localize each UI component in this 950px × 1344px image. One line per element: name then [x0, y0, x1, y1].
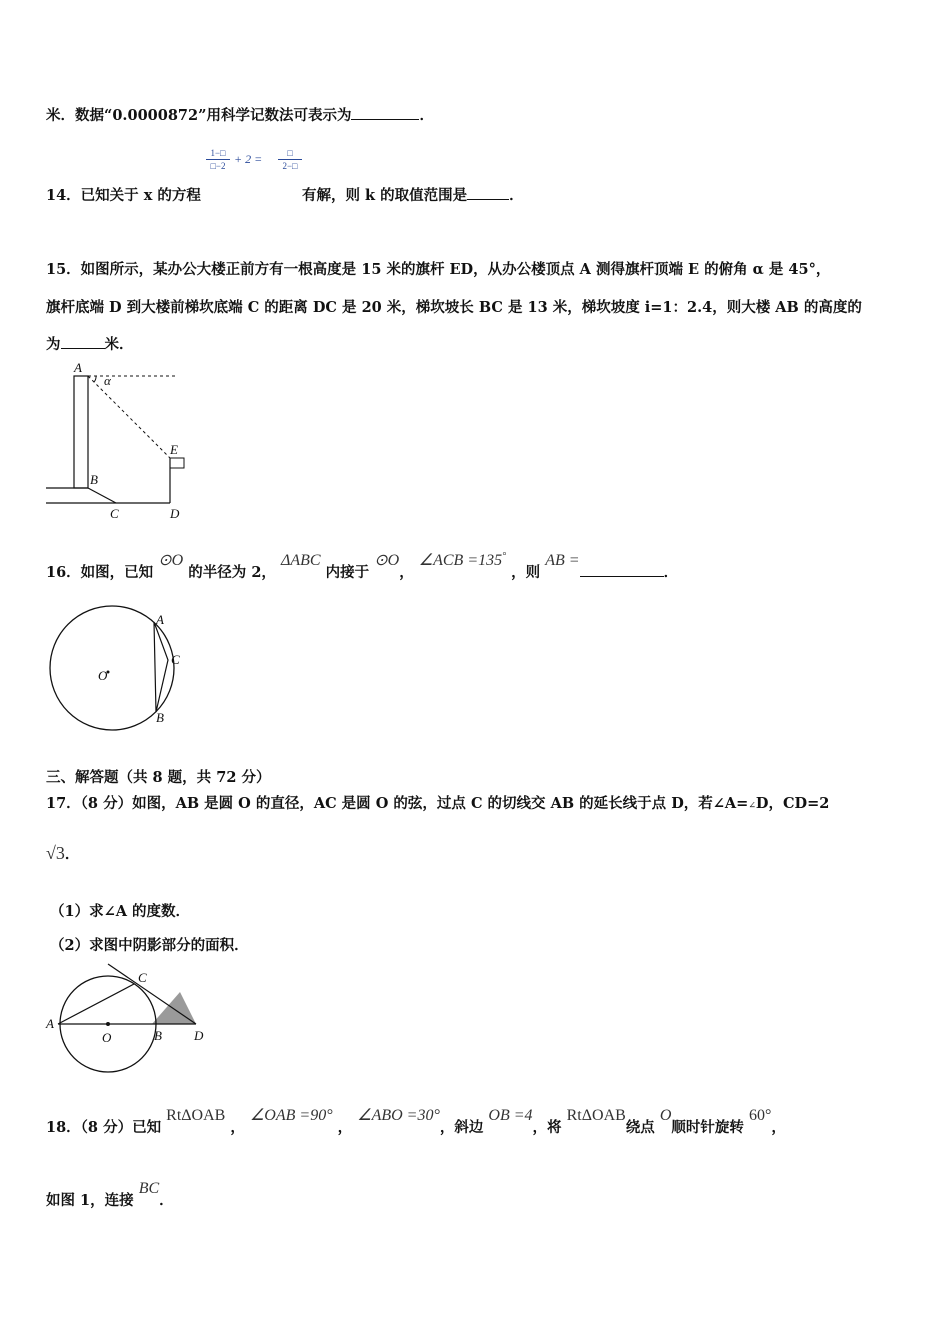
sightline-dashed [88, 376, 170, 458]
q14-line [46, 148, 524, 205]
label-D: D [194, 1028, 204, 1043]
q18-ob: OB =4 [488, 1107, 533, 1124]
q16-answer-blank [580, 562, 664, 577]
q14-frac1-den: □−2 [210, 161, 226, 171]
label-C: C [138, 970, 147, 985]
q16-text-b: 的半径为 2， [188, 564, 276, 581]
q18-comma1: ， [230, 1119, 245, 1136]
label-alpha: α [104, 373, 111, 388]
q16-angle-text: ∠ACB =135 [418, 552, 503, 569]
q16-ab: AB = [545, 552, 580, 569]
q16-circle-figure [44, 602, 194, 732]
q18-line2 [46, 1180, 174, 1210]
label-A: A [156, 612, 164, 627]
q14-frac1-bar [206, 159, 230, 160]
flag [170, 458, 184, 468]
q18-rt1: RtΔOAB [166, 1107, 226, 1124]
q17-sub2: （2）求图中阴影部分的面积． [50, 937, 249, 954]
q18-end-comma: ， [771, 1119, 786, 1136]
label-O: O [98, 668, 108, 683]
q18-o: O [659, 1107, 672, 1124]
q16-end: ． [663, 564, 679, 581]
q17-small-angle: ∠ [748, 801, 756, 811]
slope-bc [88, 488, 116, 503]
q15-line2: 旗杆底端 D 到大楼前梯坎底端 C 的距离 DC 是 20 米，梯坎坡长 BC 是 13 米，梯坎坡度 i=1：2.4，则大楼 AB 的高度的 [46, 299, 862, 316]
section3-heading: 三、解答题（共 8 题，共 72 分） [46, 769, 271, 786]
q13-end: ． [419, 107, 434, 124]
q13-tail-line [46, 104, 434, 125]
q18-rt2: RtΔOAB [566, 1107, 626, 1124]
q17-line1 [46, 792, 829, 813]
q18-text-d: 绕点 [625, 1119, 655, 1136]
q16-text-c: 内接于 [325, 564, 370, 581]
q18-text-c: ，将 [532, 1119, 562, 1136]
label-E: E [170, 442, 178, 457]
q18-comma2: ， [337, 1119, 353, 1136]
q18-line2-a: 如图 1，连接 [46, 1192, 134, 1209]
center-dot [106, 1022, 110, 1026]
q16-odot1: ⊙O [158, 552, 184, 569]
q14-answer-blank [467, 185, 509, 200]
label-A: A [46, 1016, 54, 1031]
q15-answer-blank [61, 334, 105, 349]
q18-text-a: 18．（8 分）已知 [46, 1119, 162, 1136]
q14-text-b: 有解，则 k 的取值范围是 [301, 187, 468, 204]
q14-plus-eq: + 2 = [233, 152, 263, 166]
q17-tangent-figure [44, 962, 214, 1074]
q15-building-figure [44, 360, 194, 525]
alpha-arc [94, 376, 96, 382]
q15-line3-a: 为 [46, 336, 61, 353]
q17-sub1: （1）求∠A 的度数． [50, 903, 191, 920]
q15-line3 [46, 333, 134, 354]
label-C: C [171, 652, 180, 667]
q18-line1 [46, 1107, 786, 1137]
q16-triangle: ΔABC [280, 552, 321, 569]
q18-text-b: ，斜边 [439, 1119, 484, 1136]
label-B: B [154, 1028, 162, 1043]
label-A: A [74, 360, 82, 375]
q15-line1: 15．如图所示，某办公大楼正前方有一根高度是 15 米的旗杆 ED，从办公楼顶点 A 测得旗杆顶端 E 的俯角 α 是 45°， [46, 261, 831, 278]
q14-equation-image [206, 148, 302, 178]
label-C: C [110, 506, 119, 521]
q18-deg60: 60° [748, 1107, 772, 1124]
q16-text-a: 16．如图，已知 [46, 564, 154, 581]
q14-end: ． [509, 187, 524, 204]
label-B: B [90, 472, 98, 487]
q13-answer-blank [351, 105, 419, 120]
q16-odot2: ⊙O [374, 552, 400, 569]
q18-angle1: ∠OAB =90° [249, 1107, 333, 1124]
q16-angle [419, 552, 506, 569]
q16-text-d: ，则 [511, 564, 541, 581]
label-O: O [102, 1030, 112, 1045]
q13-text: 米．数据“0.0000872”用科学记数法可表示为 [46, 107, 352, 124]
q17-text-b: D，CD=2 [755, 795, 830, 812]
q18-bc: BC [138, 1180, 160, 1197]
q17-text: 17．（8 分）如图，AB 是圆 O 的直径，AC 是圆 O 的弦，过点 C 的切线交 AB 的延长线于点 D，若∠A= [46, 795, 749, 812]
q16-line [46, 551, 679, 582]
q14-frac2-bar [278, 159, 302, 160]
q14-frac2-den: 2−□ [282, 161, 298, 171]
q16-comma: ， [399, 564, 414, 581]
q14-frac1-num: 1−□ [210, 148, 226, 158]
q17-line2 [46, 843, 79, 864]
q18-text-e: 顺时针旋转 [671, 1119, 744, 1136]
building-rect [74, 376, 88, 488]
q17-sqrt3: √3 [46, 843, 65, 863]
q14-text-a: 14．已知关于 x 的方程 [46, 187, 201, 204]
q18-angle2: ∠ABO =30° [357, 1107, 440, 1124]
q18-line2-end: ． [159, 1192, 174, 1209]
q14-frac2-num: □ [287, 148, 293, 158]
label-B: B [156, 710, 164, 725]
q16-angle-deg: ° [502, 551, 507, 562]
q17-end: ． [64, 846, 80, 863]
label-D: D [170, 506, 180, 521]
q15-line3-b: 米． [104, 336, 134, 353]
